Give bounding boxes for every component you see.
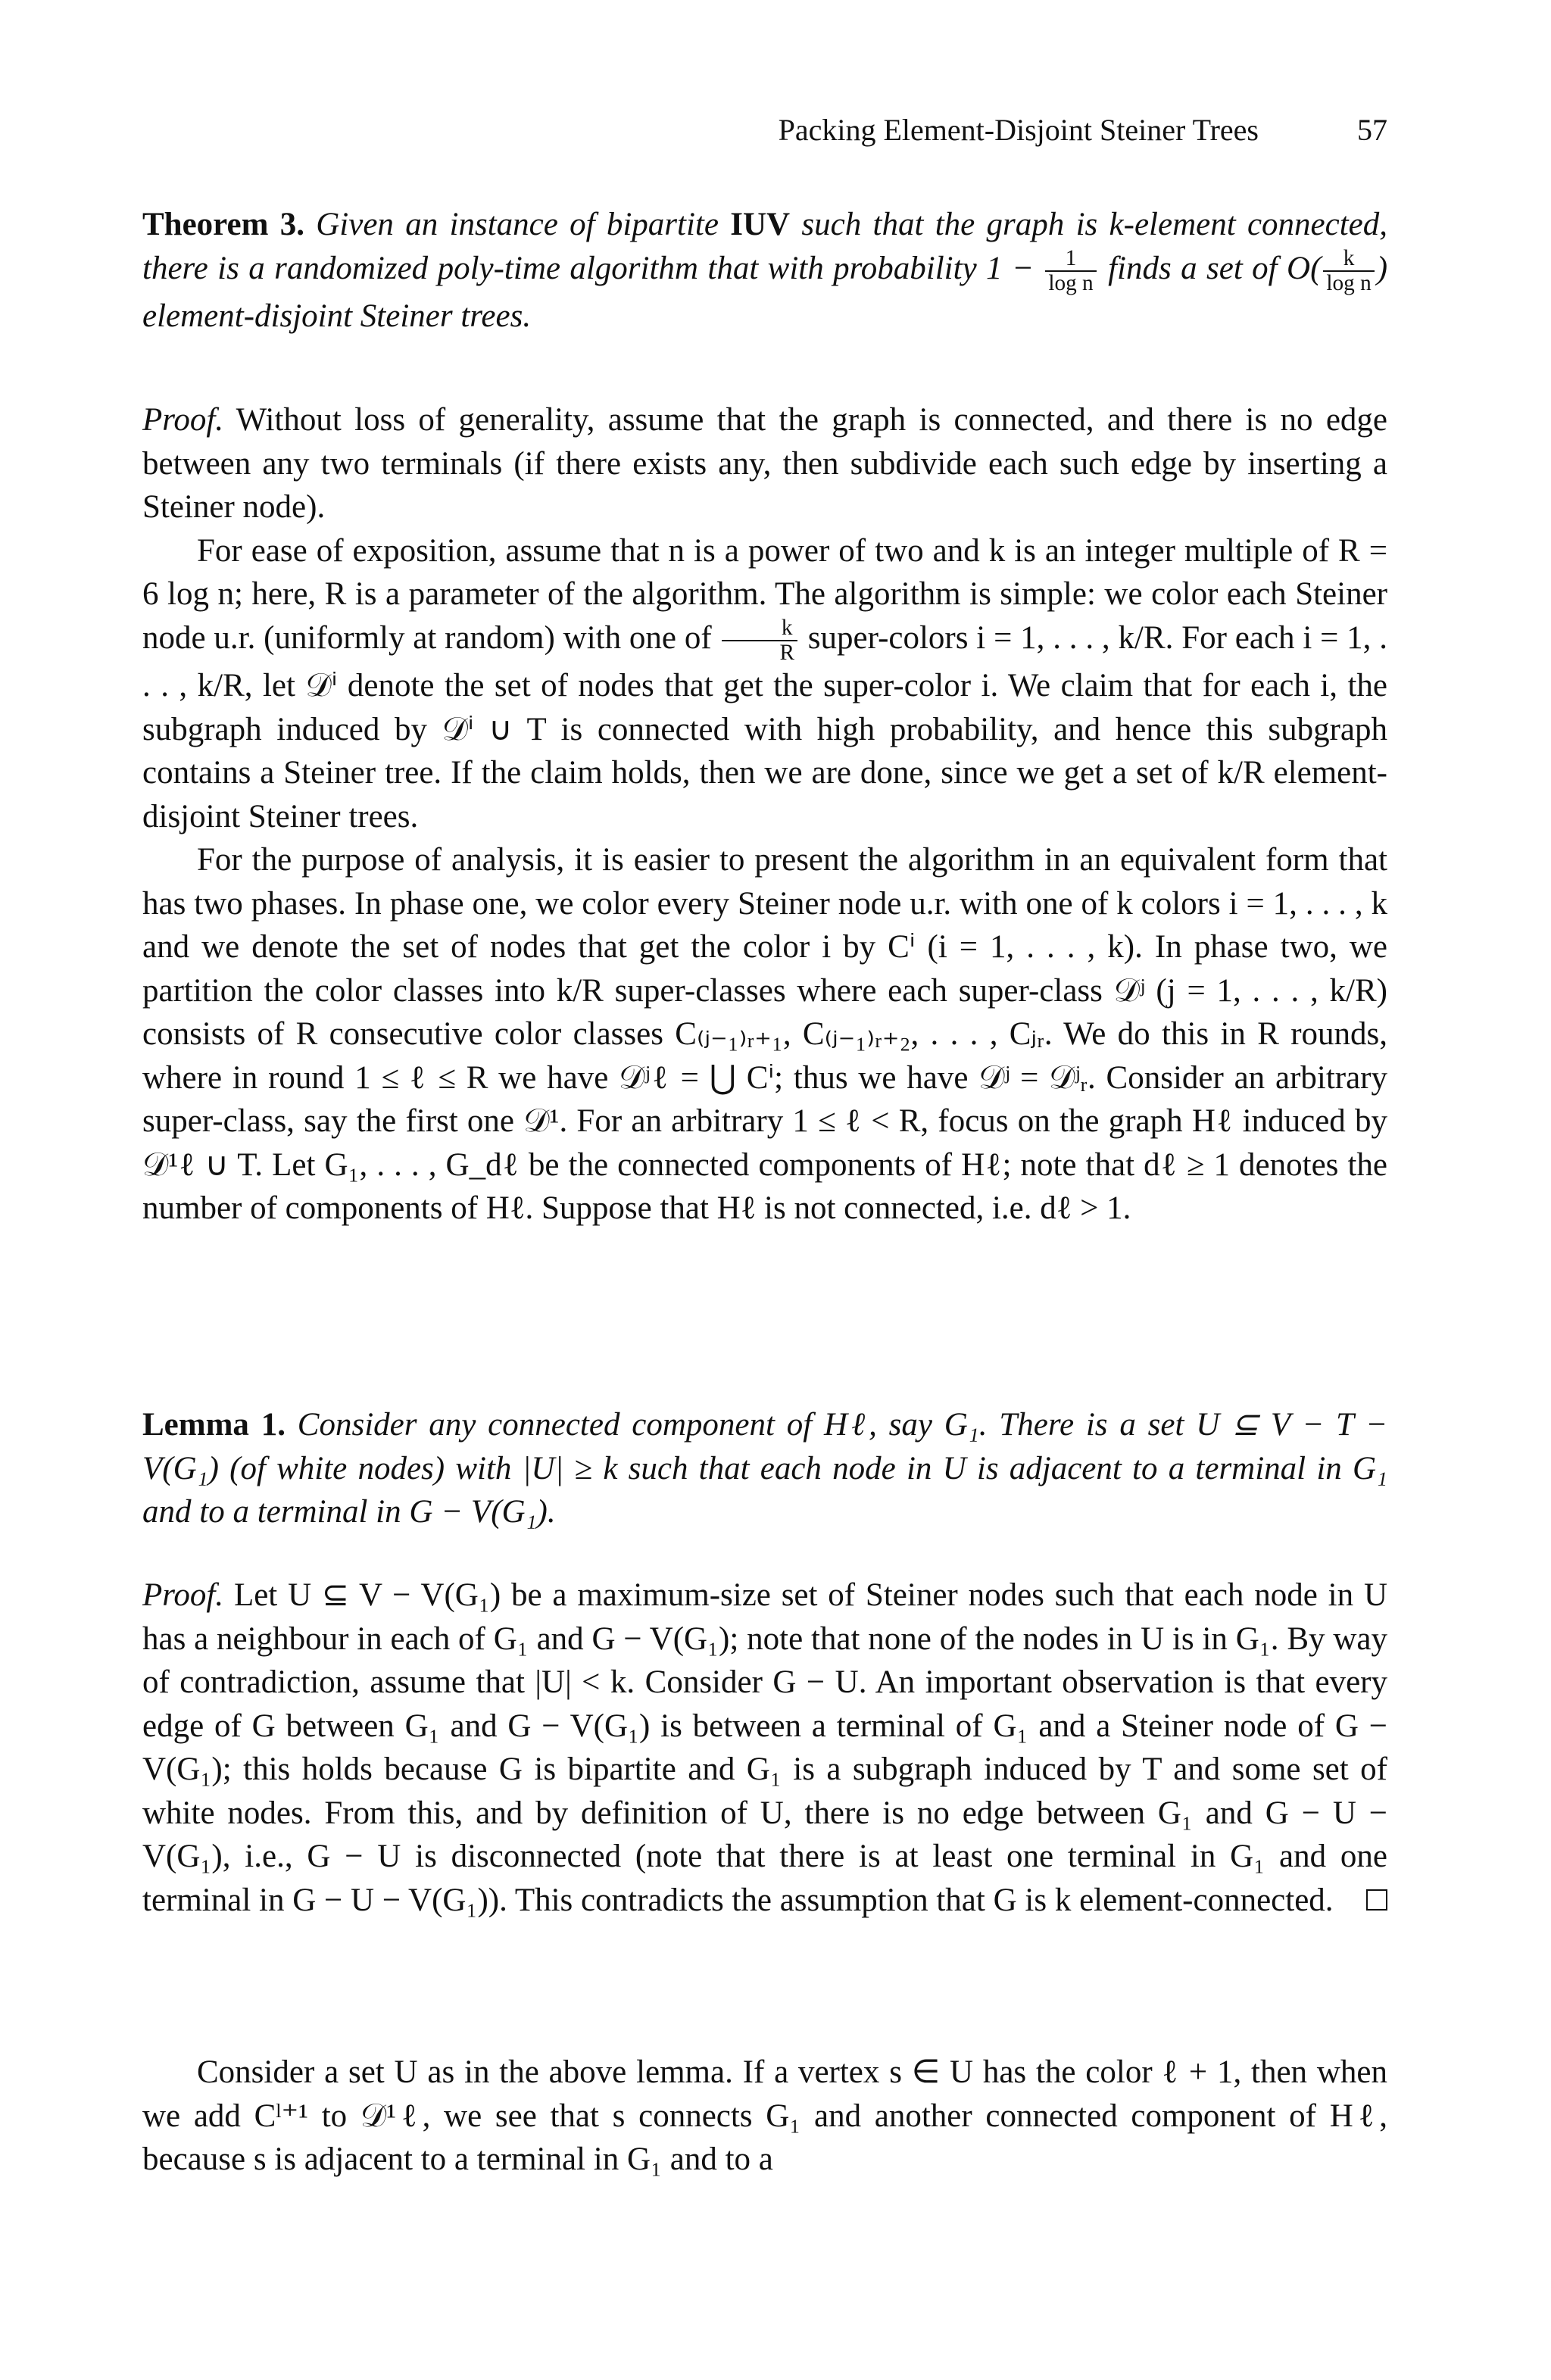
proof-of-lemma [142,1574,1387,1922]
proof-paragraph-1 [142,398,1387,529]
frac-denominator: R [779,640,794,665]
theorem-iuv: IUV [730,207,791,242]
proof-text-1: Without loss of generality, assume that the graph is connected, and there is no edge between any two terminals (if there exists any, then subdivide each such edge by inserting a Steiner node). [142,402,1387,525]
proof-fraction [722,616,797,664]
running-title: Packing Element-Disjoint Steiner Trees [778,113,1259,147]
frac-denominator: log n [1326,270,1372,295]
frac-numerator: 1 [1045,247,1096,272]
proof-lemma-text: Let U ⊆ V − V(G₁) be a maximum-size set of Steiner nodes such that each node in U has a neighbour in each of G₁ and G − V(G₁); note that none of the nodes in U is in G₁. By way of contradiction, assume that |U| < k. Consider G − U. An important observation is that every edge of G between G₁ and G − V(G₁) is between a terminal of G₁ and a Steiner node of G − V(G₁); this holds because G is bipartite and G₁ is a subgraph induced by T and some set of white nodes. From this, and by definition of U, there is no edge between G₁ and G − U − V(G₁), i.e., G − U is disconnected (note that there is at least one terminal in G₁ and one terminal in G − U − V(G₁)). This contradicts the assumption that G is k element-connected. [142,1577,1387,1918]
frac-numerator: k [722,616,797,641]
theorem-fraction-2 [1323,247,1374,295]
running-header [142,112,1387,158]
theorem-text-a: Given an instance of bipartite [316,207,719,242]
theorem-text-b: such that the graph is k-element connected, there is a randomized poly-time algorithm that with probability 1 − [142,207,1387,286]
proof-label: Proof. [142,402,224,438]
frac-numerator: k [1323,247,1374,272]
theorem-label: Theorem 3. [142,207,304,242]
lemma-text: Consider any connected component of Hℓ, say G₁. There is a set U ⊆ V − T − V(G₁) (of white nodes) with |U| ≥ k such that each node in U is adjacent to a terminal in G₁ and to a terminal in G − V(G₁). [142,1407,1388,1530]
proof-of-theorem [142,398,1387,1231]
theorem-3 [142,203,1387,338]
theorem-fraction-1 [1045,247,1096,295]
theorem-text-c: finds a set of O( [1108,250,1322,286]
lemma-label: Lemma 1. [142,1407,286,1443]
proof-paragraph-2 [142,529,1387,839]
page-number: 57 [1357,113,1387,147]
proof-text-2a: For ease of exposition, assume that n is a power of two and k is an integer multiple of R = 6 log n; here, R is a parameter of the algorithm. The algorithm is simple: we color each Steiner node u.r. (uniformly at random) with one of [142,532,1387,656]
proof-text-2b: super-colors i = 1, . . . , k/R. For each i = 1, . . . , k/R, let 𝒟ⁱ denote the set of nodes that get the super-color i. We claim that for each i, the subgraph induced by 𝒟ⁱ ∪ T is connected with high probability, and hence this subgraph contains a Steiner tree. If the claim holds, then we are done, since we get a set of k/R element-disjoint Steiner trees. [142,619,1387,834]
frac-denominator: log n [1048,270,1094,295]
proof-paragraph-3: For the purpose of analysis, it is easier to present the algorithm in an equivalent form that has two phases. In phase one, we color every Steiner node u.r. with one of k colors i = 1, . . . , k and we denote the set of nodes that get the color i by Cⁱ (i = 1, . . . , k). In phase two, we partition the color classes into k/R super-classes where each super-class 𝒟ʲ (j = 1, . . . , k/R) consists of R consecutive color classes C₍ⱼ₋₁₎ᵣ₊₁, C₍ⱼ₋₁₎ᵣ₊₂, . . . , Cⱼᵣ. We do this in R rounds, where in round 1 ≤ ℓ ≤ R we have 𝒟ʲℓ = ⋃ Cⁱ; thus we have 𝒟ʲ = 𝒟ʲᵣ. Consider an arbitrary super-class, say the first one 𝒟¹. For an arbitrary 1 ≤ ℓ < R, focus on the graph Hℓ induced by 𝒟¹ℓ ∪ T. Let G₁, . . . , G_dℓ be the connected components of Hℓ; note that dℓ ≥ 1 denotes the number of components of Hℓ. Suppose that Hℓ is not connected, i.e. dℓ > 1. [142,842,1387,1227]
qed-box-icon [1366,1889,1387,1911]
closing-text: Consider a set U as in the above lemma. If a vertex s ∈ U has the color ℓ + 1, then when we add Cˡ⁺¹ to 𝒟¹ℓ, we see that s connects G₁ and another connected component of Hℓ, because s is adjacent to a terminal in G₁ and to a [142,2054,1387,2177]
theorem-text-d: ) element-disjoint Steiner trees. [142,250,1388,335]
proof-label: Proof. [142,1577,224,1613]
lemma-1 [142,1403,1387,1534]
closing-paragraph [142,2051,1387,2182]
